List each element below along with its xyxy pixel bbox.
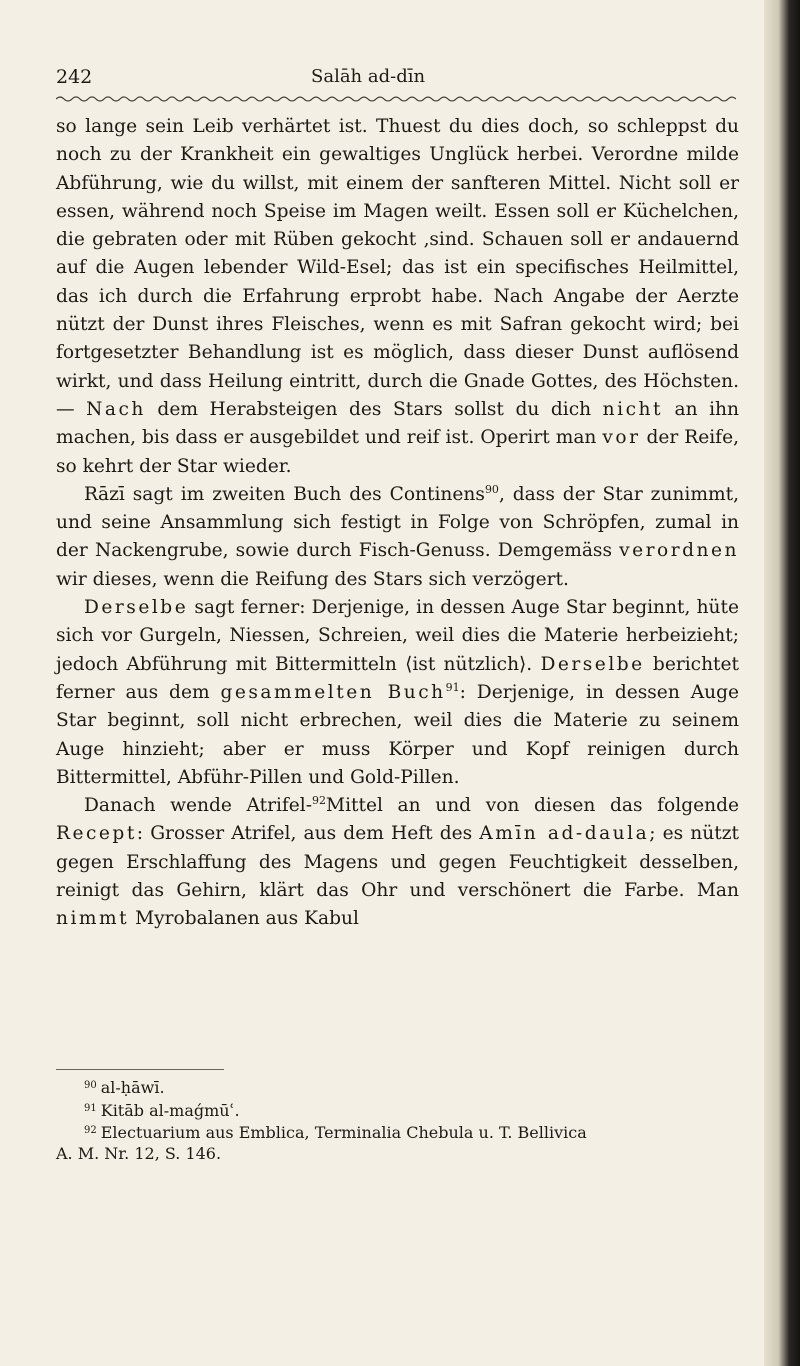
page-header — [56, 66, 736, 94]
footnote: $^{91}$ Kitāb al-maǵmūʿ. — [84, 1100, 240, 1120]
footnotes — [56, 1076, 739, 1164]
running-title: Salāh ad-dīn — [311, 66, 426, 87]
footnote-separator — [56, 1069, 224, 1070]
footnote-ref[interactable]: 91 — [445, 680, 460, 694]
paragraph: Derselbe sagt ferner: Derjenige, in dessen Auge Star beginnt, hüte sich vor Gurgeln, Niessen, Schreien, weil dies die Materie herbeizieht; jedoch Abführung mit Bittermitteln ⟨ist nützlich⟩. Derselbe berichtet ferner aus dem gesammelten Buch$^{91}$: Derjenige, in dessen Auge Star beginnt, soll nicht erbrechen, weil dies die Materie zu seinem Auge hinzieht; aber er muss Körper und Kopf reinigen durch Bittermittel, Abführ-Pillen und Gold-Pillen. — [56, 597, 739, 788]
paragraph: so lange sein Leib verhärtet ist. Thuest du dies doch, so schleppst du noch zu der Krankheit ein gewaltiges Unglück herbei. Verordne milde Abführung, wie du willst, mit einem der sanfteren Mittel. Nicht soll er essen, während noch Speise im Magen weilt. Essen soll er Küchelchen, die gebraten oder mit Rüben gekocht ‚sind. Schauen soll er andauernd auf die Augen lebender Wild-Esel; das ist ein specifisches Heilmittel, das ich durch die Erfahrung erprobt habe. Nach Angabe der Aerzte nützt der Dunst ihres Fleisches, wenn es mit Safran gekocht wird; bei fortgesetzter Behandlung ist es möglich, dass dieser Dunst auflösend wirkt, und dass Heilung eintritt, durch die Gnade Gottes, des Höchsten. — Nach dem Herabsteigen des Stars sollst du dich nicht an ihn machen, bis dass er ausgebildet und reif ist. Operirt man vor der Reife, so kehrt der Star wieder. — [56, 116, 739, 477]
footnote-ref[interactable]: 92 — [312, 794, 327, 808]
wavy-header-rule — [56, 94, 736, 104]
footnote-continuation: A. M. Nr. 12, S. 146. — [56, 1143, 222, 1163]
footnote: $^{92}$ Electuarium aus Emblica, Terminalia Chebula u. T. Bellivica — [84, 1123, 587, 1142]
page-number: 242 — [56, 66, 93, 88]
footnote-ref[interactable]: 90 — [484, 482, 499, 496]
footnote: $^{90}$ al-ḥāwī. — [84, 1078, 165, 1097]
paragraph: Rāzī sagt im zweiten Buch des Continens$^{90}$, dass der Star zunimmt, und seine Ansammlung sich festigt in Folge von Schröpfen, zumal in der Nackengrube, sowie durch Fisch-Genuss. Demgemäss verordnen wir dieses, wenn die Reifung des Stars sich verzögert. — [56, 482, 739, 590]
page-edge-shadow — [764, 0, 800, 1366]
paragraph: Danach wende Atrifel-$^{92}$Mittel an und von diesen das folgende Recept: Grosser Atrifel, aus dem Heft des Amīn ad-daula; es nützt gegen Erschlaffung des Magens und gegen Feuchtigkeit desselben, reinigt das Gehirn, klärt das Ohr und verschönert die Farbe. Man nimmt Myrobalanen aus Kabul — [56, 794, 739, 930]
main-text — [56, 113, 739, 934]
